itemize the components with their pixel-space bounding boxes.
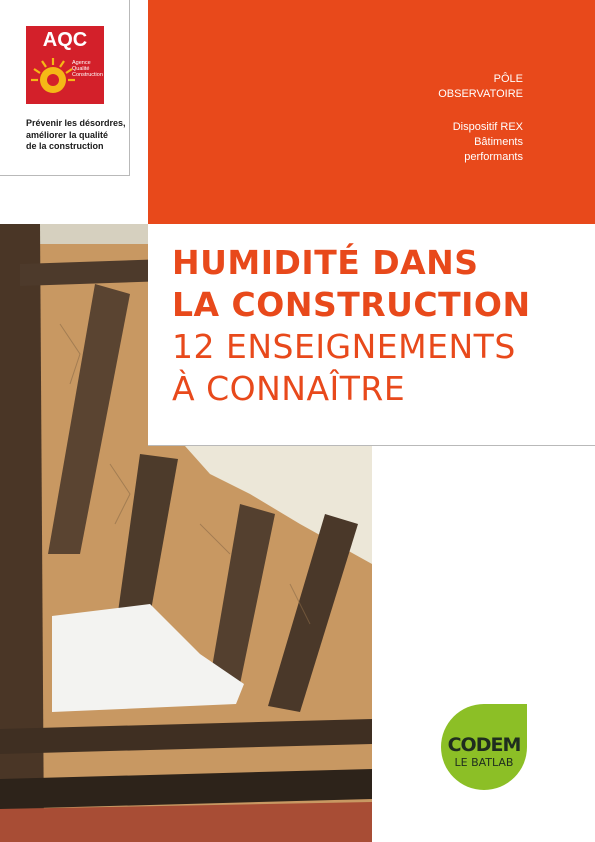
aqc-logo-sub-2: Qualité [72,66,90,72]
title-line-3: 12 ENSEIGNEMENTS [172,327,516,366]
dispositif-line-1: Dispositif REX [452,121,523,133]
aqc-logo-sub-1: Agence [72,60,91,66]
dispositif-label [453,120,523,165]
title-line-4: À CONNAÎTRE [172,369,406,408]
dispositif-line-3: performants [464,151,523,163]
pole-line-1: PÔLE [493,73,523,85]
pole-line-2: OBSERVATOIRE [438,88,523,100]
aqc-logo-sub-3: Construction [72,72,103,78]
codem-sub: LE BATLAB [454,756,514,769]
aqc-logo [26,26,104,104]
aqc-logo-block [0,0,130,176]
tagline-line-1: Prévenir les désordres, [26,118,126,128]
pole-label [438,72,523,102]
title-line-1: HUMIDITÉ DANS [172,243,479,282]
tagline-line-2: améliorer la qualité [26,129,109,140]
dispositif-line-2: Bâtiments [474,136,523,148]
title-panel [148,224,595,446]
title-block [172,242,531,410]
codem-logo [441,704,527,790]
title-line-2: LA CONSTRUCTION [172,285,531,324]
aqc-logo-text: AQC [42,29,88,51]
header-band [148,0,595,224]
codem-name: CODEM [447,734,521,756]
tagline-line-3: de la construction [26,141,104,151]
tagline [26,118,130,153]
